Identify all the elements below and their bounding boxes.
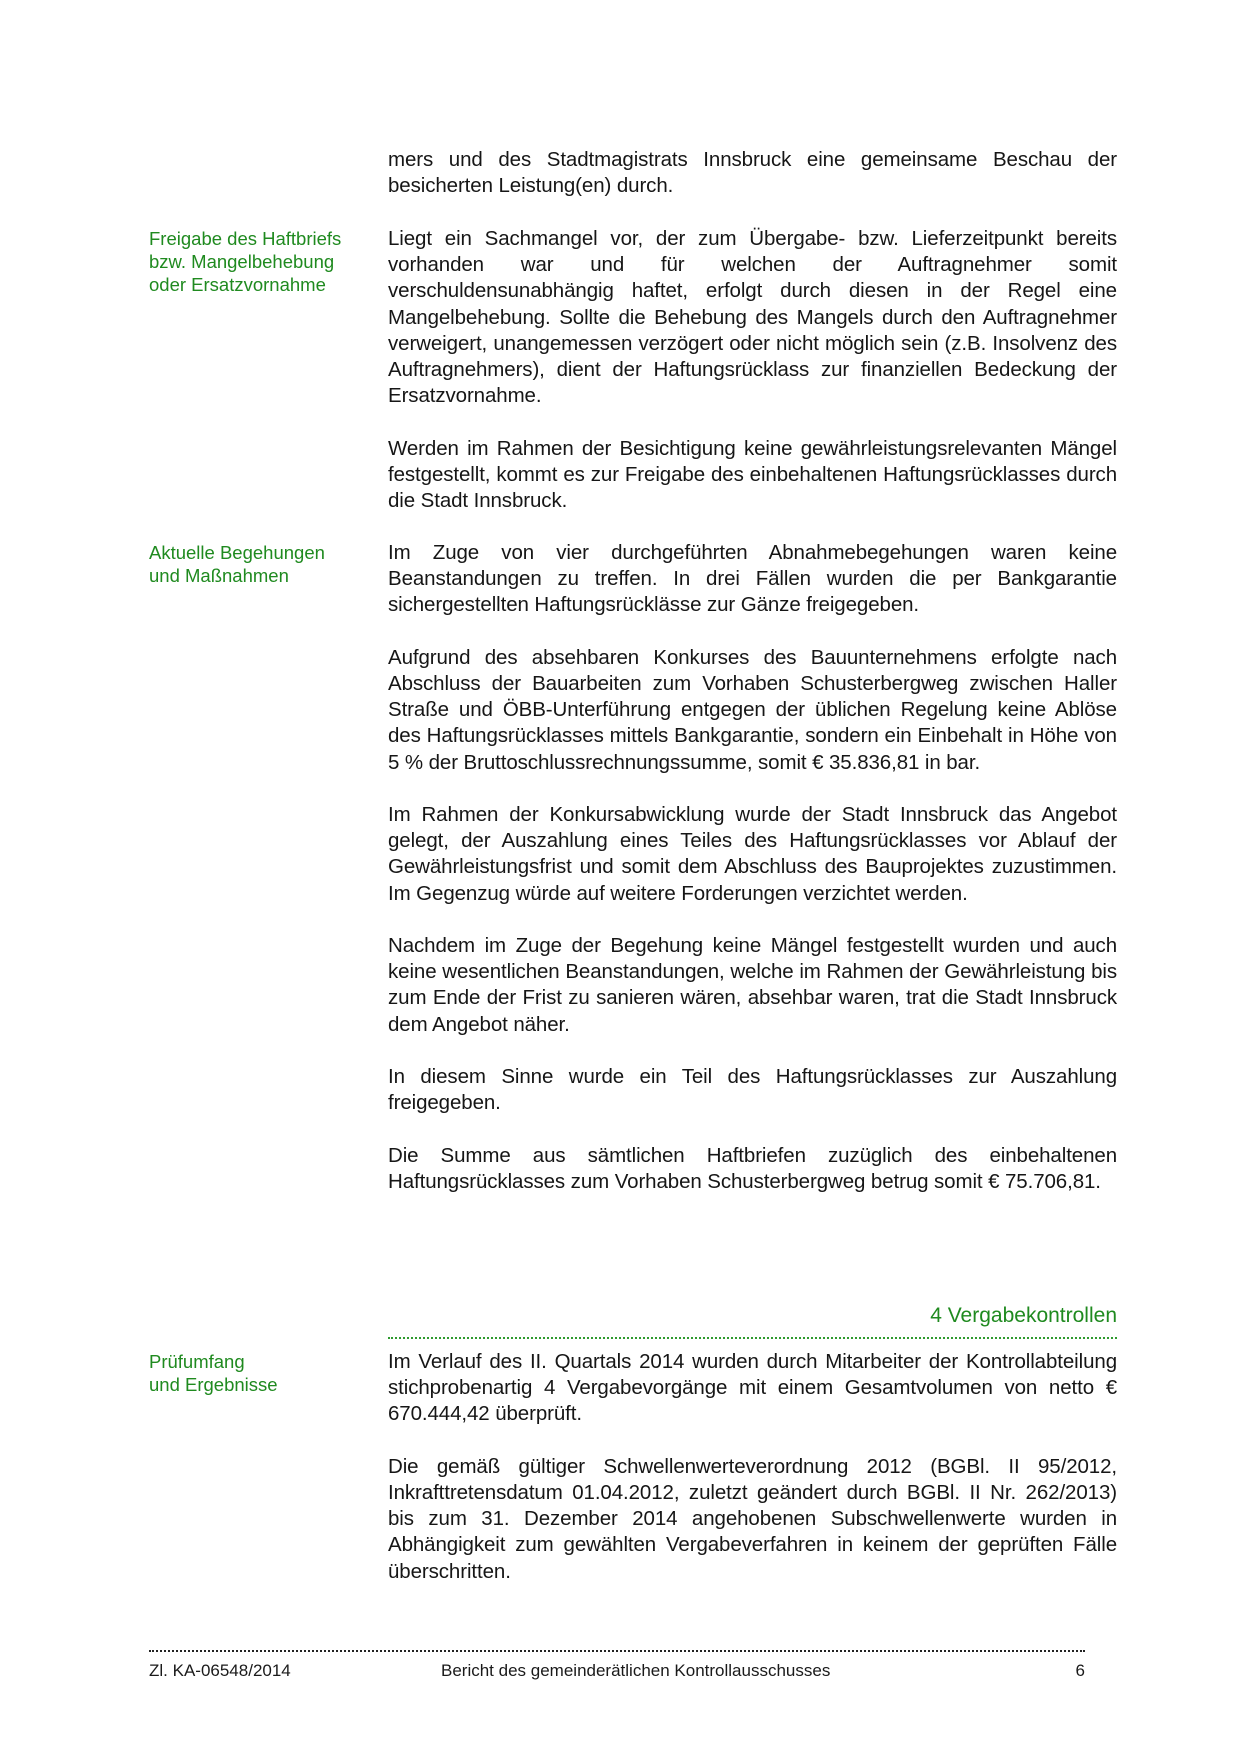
paragraph: Die gemäß gültiger Schwellenwerteverordnung 2012 (BGBl. II 95/2012, Inkrafttretensdatum 01.04.2012, zuletzt geändert durch BGBl. II Nr. 262/2013) bis zum 31. Dezember 2014 angehobenen Subschwellenwerte wurden in Abhängigkeit zum gewählten Vergabeverfahren in keinem der geprüften Fälle überschritten. <box>388 1454 1117 1583</box>
margin-label-line: Prüfumfang <box>149 1351 245 1372</box>
body-block-pruefumfang <box>388 1349 1117 1585</box>
paragraph: Im Verlauf des II. Quartals 2014 wurden durch Mitarbeiter der Kontrollabteilung stichprobenartig 4 Vergabevorgänge mit einem Gesamtvolumen von netto € 670.444,42 überprüft. <box>388 1350 1117 1426</box>
section-heading: 4 Vergabekontrollen <box>930 1304 1117 1327</box>
margin-label-line: oder Ersatzvornahme <box>149 274 326 295</box>
page-number: 6 <box>1075 1661 1085 1680</box>
paragraph: Nachdem im Zuge der Begehung keine Mängel festgestellt wurden und auch keine wesentlichen Beanstandungen, welche im Rahmen der Gewährleistung bis zum Ende der Frist zu sanieren wären, absehbar waren, trat die Stadt Innsbruck dem Angebot näher. <box>388 934 1117 1036</box>
paragraph: Im Zuge von vier durchgeführten Abnahmebegehungen waren keine Beanstandungen zu treffen. In drei Fällen wurden die per Bankgarantie sichergestellten Haftungsrücklässe zur Gänze freigegeben. <box>388 541 1117 617</box>
paragraph: Liegt ein Sachmangel vor, der zum Übergabe- bzw. Lieferzeitpunkt bereits vorhanden war und für welchen der Auftragnehmer somit verschuldensunabhängig haftet, erfolgt durch diesen in der Regel eine Mangelbehebung. Sollte die Behebung des Mangels durch den Auftragnehmer verweigert, unangemessen verzögert oder nicht möglich sein (z.B. Insolvenz des Auftragnehmers), dient der Haftungsrücklass zur finanziellen Bedeckung der Ersatzvornahme. <box>388 227 1117 408</box>
paragraph: Im Rahmen der Konkursabwicklung wurde der Stadt Innsbruck das Angebot gelegt, der Auszahlung eines Teiles des Haftungsrücklasses vor Ablauf der Gewährleistungsfrist und somit dem Abschluss des Bauprojektes zuzustimmen. Im Gegenzug würde auf weitere Forderungen verzichtet werden. <box>388 803 1117 905</box>
paragraph: Die Summe aus sämtlichen Haftbriefen zuzüglich des einbehaltenen Haftungsrücklasses zum Vorhaben Schusterbergweg betrug somit € 75.706,81. <box>388 1143 1117 1193</box>
margin-label-line: Freigabe des Haftbriefs <box>149 228 342 249</box>
margin-label-line: bzw. Mangelbehebung <box>149 251 335 272</box>
margin-label-begehungen <box>149 541 379 587</box>
body-block-begehungen <box>388 540 1117 1195</box>
margin-label-freigabe <box>149 227 379 296</box>
paragraph: Werden im Rahmen der Besichtigung keine gewährleistungsrelevanten Mängel festgestellt, kommt es zur Freigabe des einbehaltenen Haftungsrücklasses durch die Stadt Innsbruck. <box>388 436 1117 513</box>
footer-title: Bericht des gemeinderätlichen Kontrollausschusses <box>441 1661 831 1680</box>
paragraph: In diesem Sinne wurde ein Teil des Haftungsrücklasses zur Auszahlung freigegeben. <box>388 1065 1117 1115</box>
footer-reference: Zl. KA-06548/2014 <box>149 1661 291 1680</box>
paragraph: mers und des Stadtmagistrats Innsbruck eine gemeinsame Beschau der besicherten Leistung(en) durch. <box>388 148 1117 198</box>
margin-label-line: und Maßnahmen <box>149 565 289 586</box>
body-block-freigabe <box>388 226 1117 514</box>
footer-dotted-rule <box>149 1650 1085 1652</box>
margin-label-line: Aktuelle Begehungen <box>149 542 325 563</box>
margin-label-line: und Ergebnisse <box>149 1374 278 1395</box>
margin-label-pruefumfang <box>149 1350 379 1396</box>
heading-dotted-rule <box>388 1337 1117 1339</box>
paragraph: Aufgrund des absehbaren Konkurses des Bauunternehmens erfolgte nach Abschluss der Bauarbeiten zum Vorhaben Schusterbergweg zwischen Haller Straße und ÖBB-Unterführung entgegen der üblichen Regelung keine Ablöse des Haftungsrücklasses mittels Bankgarantie, sondern ein Einbehalt in Höhe von 5 % der Bruttoschlussrechnungssumme, somit € 35.836,81 in bar. <box>388 645 1117 774</box>
body-block-continuation <box>388 147 1117 199</box>
